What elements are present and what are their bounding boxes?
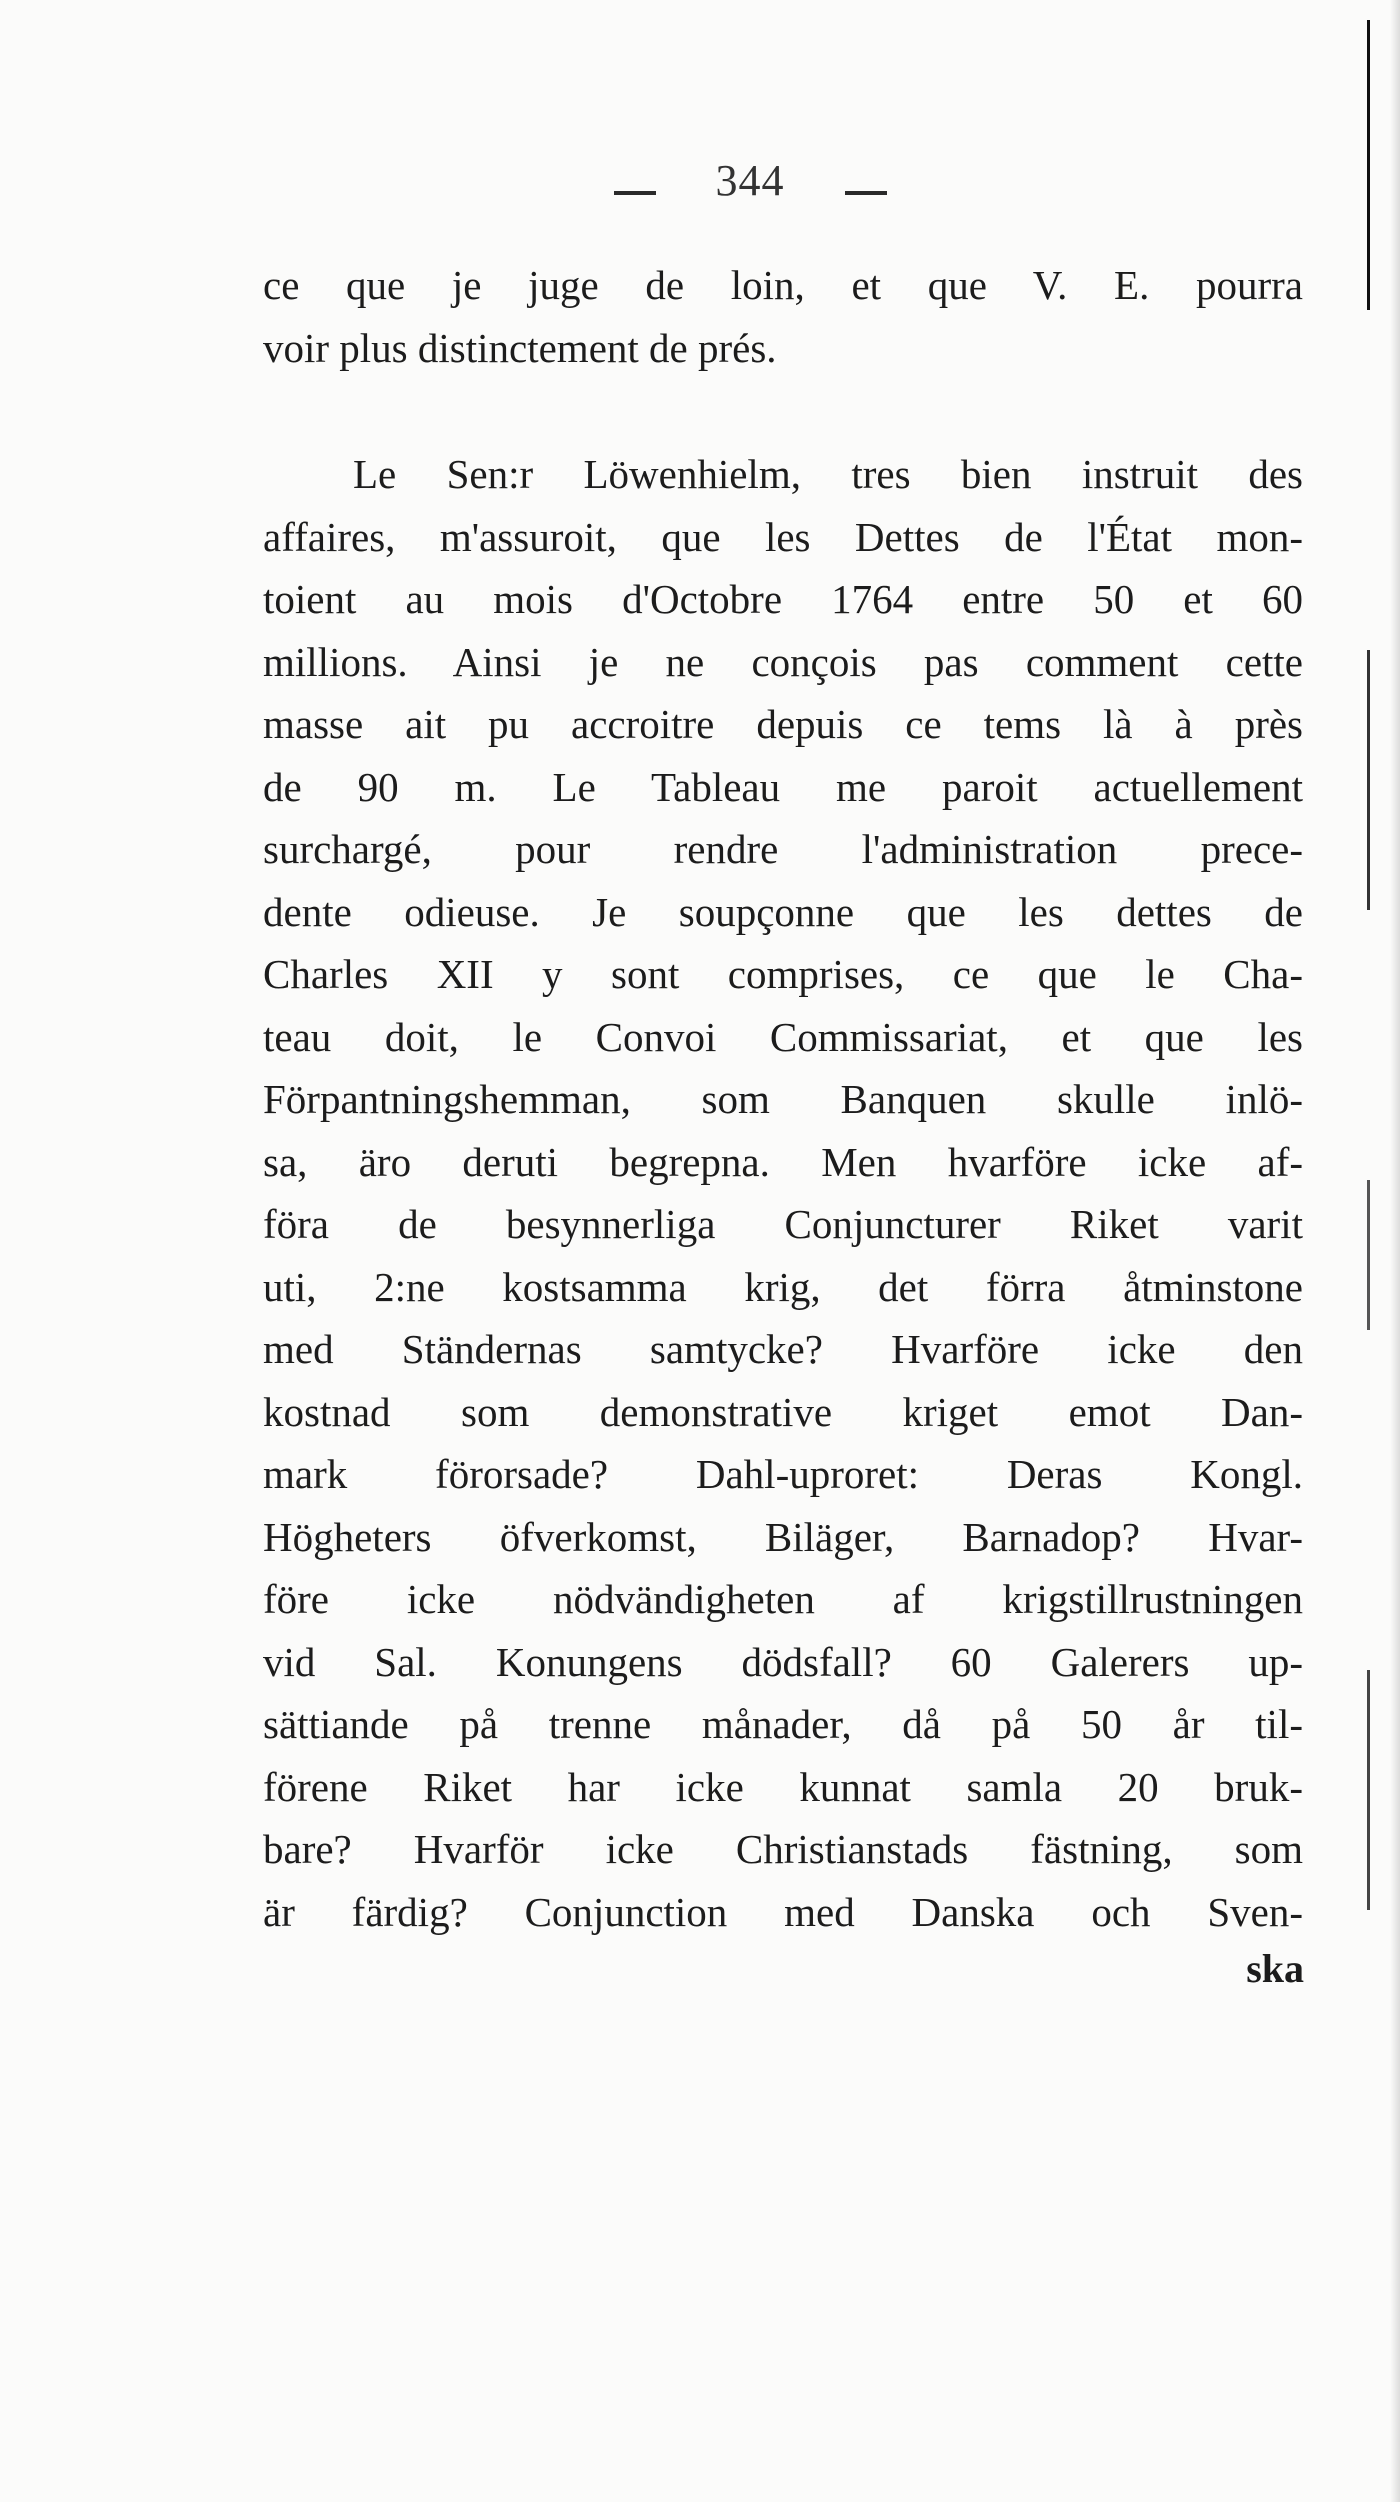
text-line: Charles XII y sont comprises, ce que le Cha-	[263, 951, 1303, 997]
page-edge-shadow	[1390, 0, 1400, 2502]
text-line: föra de besynnerliga Conjuncturer Riket varit	[263, 1201, 1303, 1247]
text-line: dente odieuse. Je soupçonne que les dettes de	[263, 888, 1303, 935]
text-line: bare? Hvarför icke Christianstads fästning, som	[263, 1826, 1303, 1872]
text-line: teau doit, le Convoi Commissariat, et que les	[263, 1013, 1303, 1060]
paragraph-start-line: Le Sen:r Löwenhielm, tres bien instruit des	[353, 451, 1303, 497]
text-line: uti, 2:ne kostsamma krig, det förra åtminstone	[263, 1263, 1303, 1310]
text-line: ce que je juge de loin, et que V. E. pourra	[263, 262, 1303, 308]
page-header	[560, 150, 940, 210]
header-dash-right	[845, 191, 887, 195]
text-line: före icke nödvändigheten af krigstillrustningen	[263, 1576, 1303, 1622]
binding-edge-mark	[1367, 20, 1370, 310]
text-line: masse ait pu accroitre depuis ce tems là à près	[263, 701, 1303, 747]
catchword	[1246, 1945, 1304, 1992]
binding-edge-mark	[1367, 1180, 1370, 1330]
text-line: voir plus distinctement de prés.	[263, 324, 777, 371]
binding-edge-mark	[1367, 1670, 1370, 1910]
text-line: Förpantningshemman, som Banquen skulle inlö-	[263, 1076, 1303, 1122]
text-line: sa, äro deruti begrepna. Men hvarföre icke af-	[263, 1138, 1303, 1185]
text-line: Högheters öfverkomst, Biläger, Barnadop? Hvar-	[263, 1513, 1303, 1560]
text-line: är färdig? Conjunction med Danska och Sven-	[263, 1888, 1303, 1935]
text-line: affaires, m'assuroit, que les Dettes de l'État mon-	[263, 513, 1303, 560]
text-line: surchargé, pour rendre l'administration prece-	[263, 826, 1303, 872]
text-line: sättiande på trenne månader, då på 50 år til-	[263, 1701, 1303, 1747]
text-line: millions. Ainsi je ne conçois pas comment cette	[263, 638, 1303, 685]
binding-edge-mark	[1367, 650, 1370, 910]
header-dash-left	[614, 191, 656, 195]
text-line: med Ständernas samtycke? Hvarföre icke den	[263, 1326, 1303, 1372]
text-line: toient au mois d'Octobre 1764 entre 50 et 60	[263, 576, 1303, 622]
text-line: mark förorsade? Dahl-uproret: Deras Kongl.	[263, 1451, 1303, 1497]
body-text	[263, 254, 1303, 1943]
catchword-text: ska	[1246, 1946, 1304, 1991]
page-number: 344	[715, 155, 785, 205]
text-line: de 90 m. Le Tableau me paroit actuellement	[263, 763, 1303, 810]
text-line: kostnad som demonstrative kriget emot Dan-	[263, 1388, 1303, 1435]
text-line: förene Riket har icke kunnat samla 20 bruk-	[263, 1763, 1303, 1810]
text-line: vid Sal. Konungens dödsfall? 60 Galerers up-	[263, 1638, 1303, 1685]
